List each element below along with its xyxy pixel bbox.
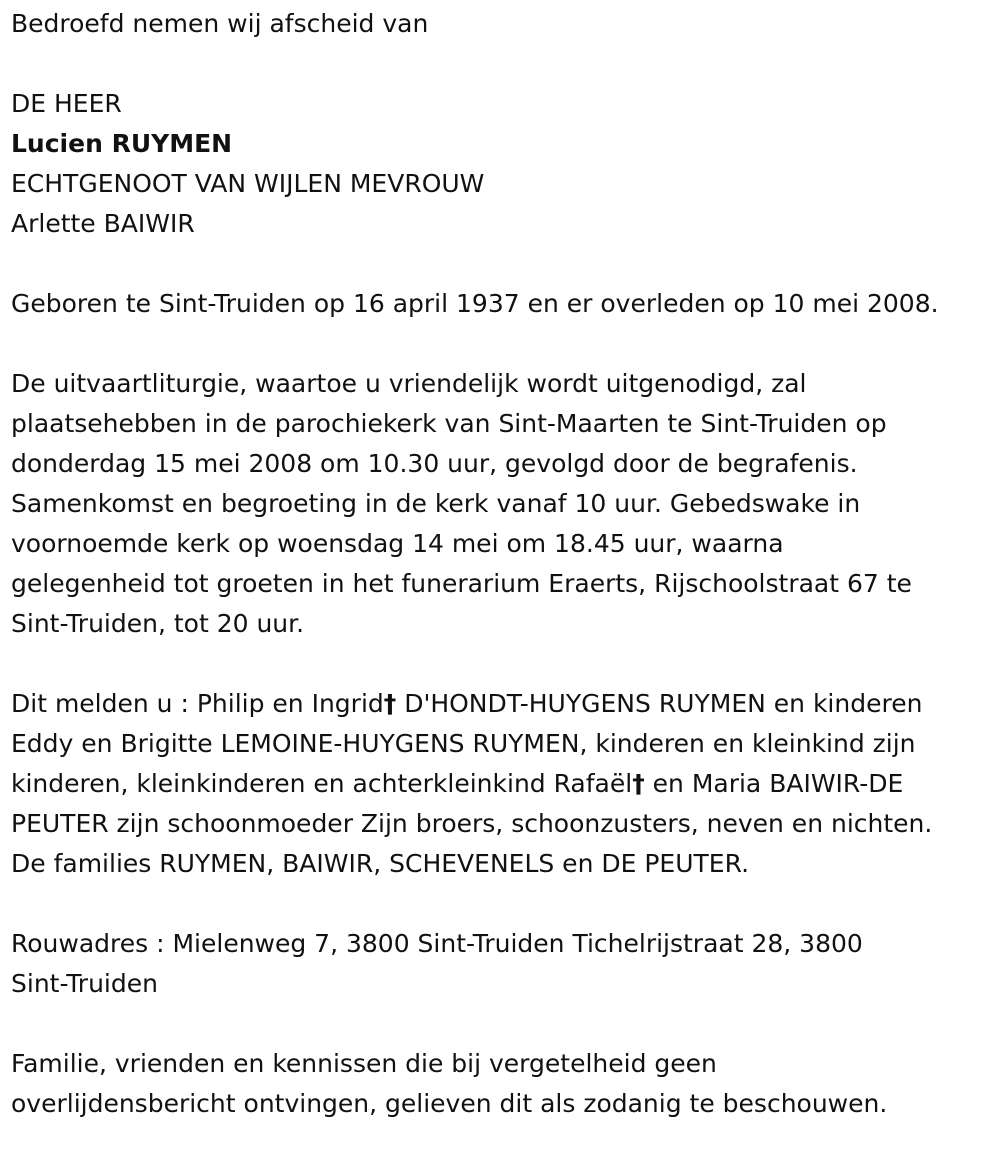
family-line bbox=[11, 764, 996, 804]
address-line: Rouwadres : Mielenweg 7, 3800 Sint-Truiden Tichelrijstraat 28, 3800 bbox=[11, 929, 863, 958]
spacer bbox=[11, 244, 996, 284]
family-text: kinderen, kleinkinderen en achterkleinkind Rafaël bbox=[11, 769, 633, 798]
ceremony-line: Sint-Truiden, tot 20 uur. bbox=[11, 609, 305, 638]
ceremony-line: gelegenheid tot groeten in het funerarium Eraerts, Rijschoolstraat 67 te bbox=[11, 569, 912, 598]
ceremony-line: voornoemde kerk op woensdag 14 mei om 18.45 uur, waarna bbox=[11, 529, 784, 558]
spacer bbox=[11, 884, 996, 924]
address-paragraph bbox=[11, 924, 996, 1004]
ceremony-line: donderdag 15 mei 2008 om 10.30 uur, gevolgd door de begrafenis. bbox=[11, 449, 858, 478]
ceremony-paragraph bbox=[11, 364, 996, 644]
family-line: PEUTER zijn schoonmoeder Zijn broers, schoonzusters, neven en nichten. bbox=[11, 809, 933, 838]
spacer bbox=[11, 44, 996, 84]
death-notice bbox=[11, 4, 996, 1124]
cross-icon: † bbox=[383, 689, 397, 718]
family-text: D'HONDT-HUYGENS RUYMEN en kinderen bbox=[396, 689, 923, 718]
family-line: Eddy en Brigitte LEMOINE-HUYGENS RUYMEN, kinderen en kleinkind zijn bbox=[11, 729, 916, 758]
ceremony-line: plaatsehebben in de parochiekerk van Sint-Maarten te Sint-Truiden op bbox=[11, 409, 887, 438]
closing-paragraph bbox=[11, 1044, 996, 1124]
ceremony-line: De uitvaartliturgie, waartoe u vriendelijk wordt uitgenodigd, zal bbox=[11, 369, 807, 398]
spouse-prefix: ECHTGENOOT VAN WIJLEN MEVROUW bbox=[11, 169, 485, 198]
spouse-name: Arlette BAIWIR bbox=[11, 209, 195, 238]
address-line: Sint-Truiden bbox=[11, 969, 158, 998]
family-paragraph bbox=[11, 684, 996, 884]
spacer bbox=[11, 1004, 996, 1044]
spacer bbox=[11, 644, 996, 684]
spacer bbox=[11, 324, 996, 364]
closing-line: overlijdensbericht ontvingen, gelieven dit als zodanig te beschouwen. bbox=[11, 1089, 888, 1118]
birth-death-text: Geboren te Sint-Truiden op 16 april 1937 en er overleden op 10 mei 2008. bbox=[11, 289, 939, 318]
closing-line: Familie, vrienden en kennissen die bij vergetelheid geen bbox=[11, 1049, 717, 1078]
family-line bbox=[11, 684, 996, 724]
family-line: De families RUYMEN, BAIWIR, SCHEVENELS en DE PEUTER. bbox=[11, 849, 750, 878]
deceased-name: Lucien RUYMEN bbox=[11, 129, 233, 158]
cross-icon: † bbox=[632, 769, 645, 798]
ceremony-line: Samenkomst en begroeting in de kerk vanaf 10 uur. Gebedswake in bbox=[11, 489, 861, 518]
family-text: Dit melden u : Philip en Ingrid bbox=[11, 689, 384, 718]
title-prefix: DE HEER bbox=[11, 89, 122, 118]
intro-text: Bedroefd nemen wij afscheid van bbox=[11, 9, 429, 38]
family-text: en Maria BAIWIR-DE bbox=[644, 769, 904, 798]
